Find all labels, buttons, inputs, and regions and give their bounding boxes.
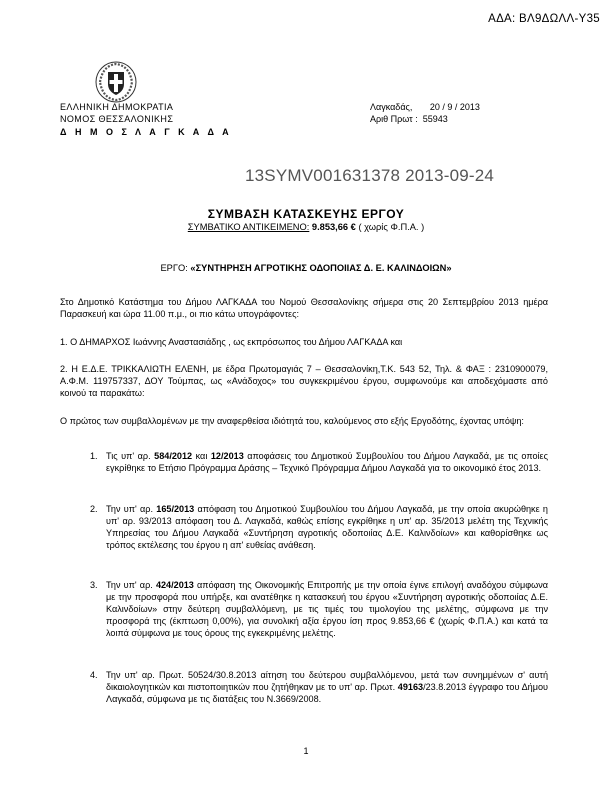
contract-amount-line: [0, 222, 612, 232]
list-item: Την υπ' αρ. 424/2013 απόφαση της Οικονομικής Επιτροπής με την οποία έγινε επιλογή αναδόχου σύμφωνα με την προσφορά που υπήρξε, και ανατέθηκε η κατασκευή του έργου «Συντήρηση αγροτικής οδοποιίας Δ.Ε. Καλινδοίων» στην δεύτερη συμβαλλόμενη, με τις τιμές του τιμολογίου της μελέτης, σύμφωνα με την προσφορά της (έκπτωση 0,00%), για συνολική αξία έργου ίση προς 9.853,66 € (χωρίς Φ.Π.Α.) και κατά τα λοιπά σύμφωνα με τους όρους της εγκεκριμένης μελέτης.: [106, 580, 549, 638]
project-label: ΕΡΓΟ:: [160, 263, 188, 273]
amount-note: ( χωρίς Φ.Π.Α. ): [358, 222, 425, 232]
place-date: Λαγκαδάς, 20 / 9 / 2013: [370, 102, 480, 112]
employer-paragraph: Ο πρώτος των συμβαλλομένων με την αναφερθείσα ιδιότητά του, καλούμενος στο εξής Εργοδότης, έχοντας υπόψη:: [60, 416, 524, 426]
ada-code: ΑΔΑ: ΒΛ9ΔΩΛΛ-Υ35: [488, 13, 600, 25]
list-item-number: 2.: [90, 504, 98, 514]
list-item: Την υπ' αρ. Πρωτ. 50524/30.8.2013 αίτηση του δεύτερου συμβαλλόμενου, μετά των συνημμένων σ' αυτή δικαιολογητικών και πιστοποιητικών που ζητήθηκαν με το υπ' αρ. Πρωτ. 49163/23.8.2013 έγγραφο του Δήμου Λαγκαδά, σύμφωνα με τις διατάξεις του Ν.3669/2008.: [106, 670, 548, 704]
page-number: 1: [303, 746, 309, 756]
header-municipality: Δ Η Μ Ο Σ Λ Α Γ Κ Α Δ Α: [60, 127, 232, 137]
list-item: Την υπ' αρ. 165/2013 απόφαση του Δημοτικού Συμβουλίου του Δήμου Λαγκαδά, με την οποία ακυρώθηκε η υπ' αρ. 93/2013 απόφαση του Δ. Λαγκαδά, καθώς επίσης εγκρίθηκε η υπ' αρ. 35/2013 μελέτη της Τεχνικής Υπηρεσίας του Δήμου Λαγκαδά «Συντήρηση αγροτικής οδοποιίας Δ.Ε. Καλινδοίων» και καθορίσθηκε ως τρόπος εκτέλεσης του έργου η απ' ευθείας ανάθεση.: [106, 504, 548, 550]
project-name: «ΣΥΝΤΗΡΗΣΗ ΑΓΡΟΤΙΚΗΣ ΟΔΟΠΟΙΙΑΣ Δ. Ε. ΚΑΛΙΝΔΟΙΩΝ»: [190, 263, 452, 273]
header-country: ΕΛΛΗΝΙΚΗ ΔΗΜΟΚΡΑΤΙΑ: [60, 102, 174, 112]
list-item: Τις υπ' αρ. 584/2012 και 12/2013 αποφάσεις του Δημοτικού Συμβουλίου του Δήμου Λαγκαδά, με τις οποίες εγκρίθηκε το Ετήσιο Πρόγραμμα Δράσης – Τεχνικό Πρόγραμμα Δήμου Λαγκαδά για το οικονομικό έτος 2013.: [106, 451, 548, 473]
list-item-number: 3.: [90, 580, 98, 590]
party-1: 1. Ο ΔΗΜΑΡΧΟΣ Ιωάννης Αναστασιάδης , ως εκπρόσωπος του Δήμου ΛΑΓΚΑΔΑ και: [60, 337, 403, 347]
protocol-number: Αριθ Πρωτ : 55943: [370, 114, 448, 124]
list-item-number: 1.: [90, 451, 98, 461]
list-item-number: 4.: [90, 670, 98, 680]
document-title: ΣΥΜΒΑΣΗ ΚΑΤΑΣΚΕΥΗΣ ΕΡΓΟΥ: [207, 207, 405, 221]
header-prefecture: ΝΟΜΟΣ ΘΕΣΣΑΛΟΝΙΚΗΣ: [60, 114, 174, 124]
amount-label: ΣΥΜΒΑΤΙΚΟ ΑΝΤΙΚΕΙΜΕΝΟ:: [187, 222, 310, 232]
intro-paragraph: Στο Δημοτικό Κατάστημα του Δήμου ΛΑΓΚΑΔΑ του Νομού Θεσσαλονίκης σήμερα στις 20 Σεπτεμβρίου 2013 ημέρα Παρασκευή και ώρα 11.00 π.μ., οι πιο κάτω υπογράφοντες:: [60, 297, 548, 319]
amount-value: 9.853,66 €: [311, 222, 356, 232]
party-2: 2. Η Ε.Δ.Ε. ΤΡΙΚΚΑΛΙΩΤΗ ΕΛΕΝΗ, με έδρα Πρωτομαγιάς 7 – Θεσσαλονίκη,Τ.Κ. 543 52, Τηλ. & ΦΑΞ : 2310900079, Α.Φ.Μ. 119757337, ΔΟΥ Τούμπας, ως «Ανάδοχος» του συγκεκριμένου έργου, συμφωνούμε και αποδεχόμαστε από κοινού τα παρακάτω:: [60, 364, 548, 398]
document-code: 13SYMV001631378 2013-09-24: [245, 166, 495, 185]
hellenic-republic-seal-icon: [94, 60, 138, 104]
project-line: [0, 263, 612, 273]
